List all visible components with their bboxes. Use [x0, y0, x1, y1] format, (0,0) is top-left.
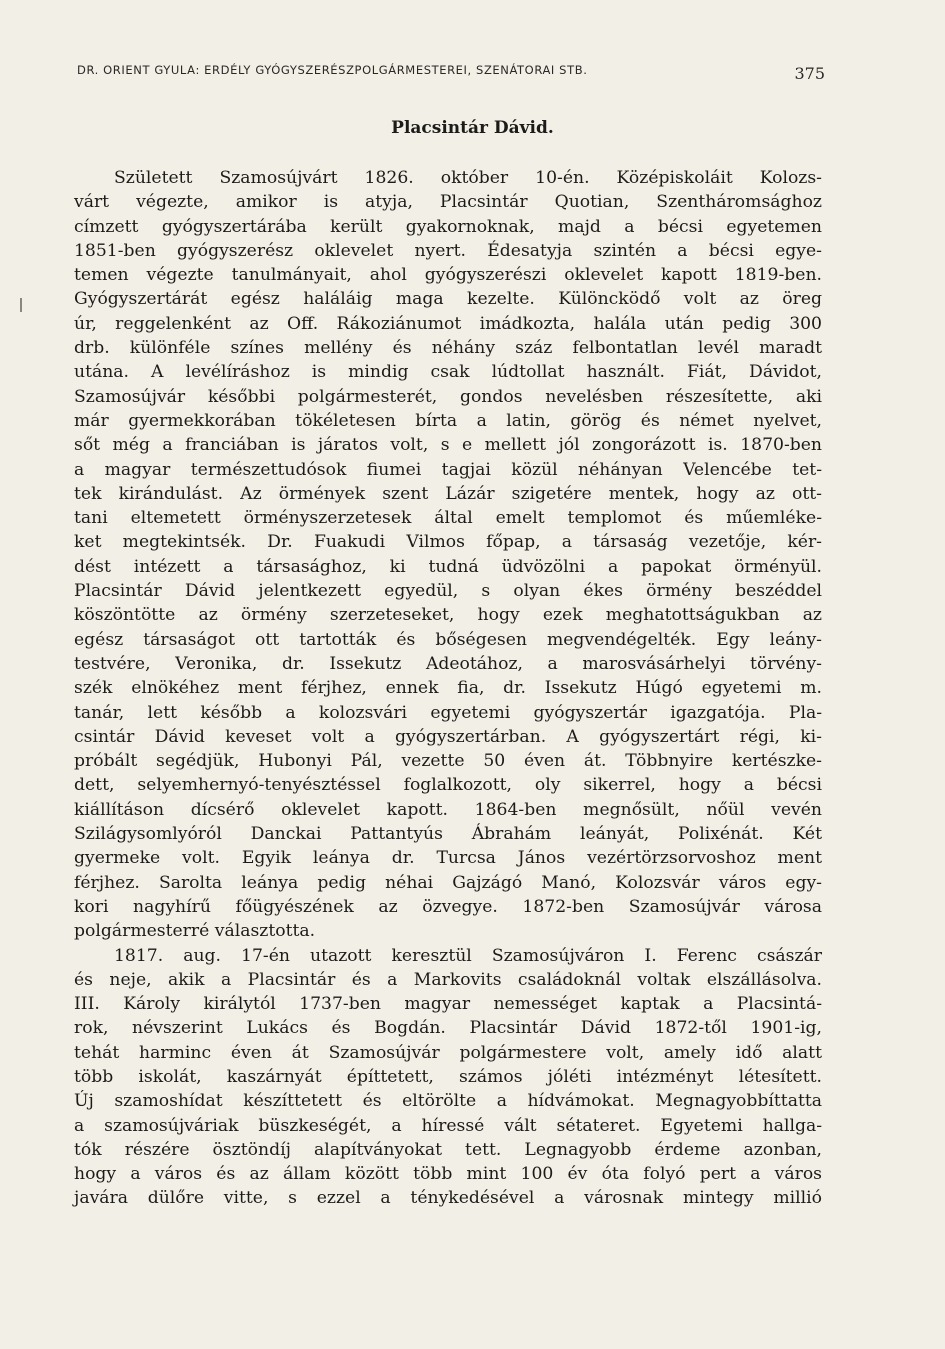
text-line: szék elnökéhez ment férjhez, ennek fia, dr. Issekutz Húgó egyetemi m. — [74, 678, 822, 699]
page-number: 375 — [794, 64, 825, 83]
text-line: 1851-ben gyógyszerész oklevelet nyert. Édesatyja szintén a bécsi egye- — [74, 240, 822, 261]
text-line: Gyógyszertárát egész haláláig maga kezelte. Különcködő volt az öreg — [74, 289, 822, 310]
text-line: temen végezte tanulmányait, ahol gyógyszerészi oklevelet kapott 1819-ben. — [74, 265, 822, 286]
text-line: kori nagyhírű főügyészének az özvegye. 1872-ben Szamosújvár városa — [74, 896, 822, 917]
text-line: 1817. aug. 17-én utazott keresztül Szamosújváron I. Ferenc császár — [114, 945, 822, 966]
text-line: rok, névszerint Lukács és Bogdán. Placsintár Dávid 1872-től 1901-ig, — [74, 1018, 822, 1039]
text-line: több iskolát, kaszárnyát építtetett, számos jóléti intézményt létesített. — [74, 1066, 822, 1087]
text-line: Új szamoshídat készíttetett és eltörölte a hídvámokat. Megnagyobbíttatta — [74, 1091, 822, 1112]
text-line: hogy a város és az állam között több mint 100 év óta folyó pert a város — [74, 1164, 822, 1185]
text-line: ket megtekintsék. Dr. Fuakudi Vilmos főpap, a társaság vezetője, kér- — [74, 532, 822, 553]
text-line: címzett gyógyszertárába került gyakornoknak, majd a bécsi egyetemen — [74, 216, 822, 237]
text-line: III. Károly királytól 1737-ben magyar nemességet kaptak a Placsintá- — [74, 994, 822, 1015]
text-line: Szilágysomlyóról Danckai Pattantyús Ábrahám leányát, Polixénát. Két — [74, 824, 822, 845]
text-line: köszöntötte az örmény szerzeteseket, hogy ezek meghatottságukban az — [74, 605, 822, 626]
text-line: várt végezte, amikor is atyja, Placsintár Quotian, Szentháromsághoz — [74, 192, 822, 213]
text-line: Szamosújvár későbbi polgármesterét, gondos nevelésben részesítette, aki — [74, 386, 822, 407]
text-line: dést intézett a társasághoz, ki tudná üdvözölni a papokat örményül. — [74, 556, 822, 577]
text-line: csintár Dávid keveset volt a gyógyszertárban. A gyógyszertárt régi, ki- — [74, 726, 822, 747]
text-line: tanár, lett később a kolozsvári egyetemi gyógyszertár igazgatója. Pla- — [74, 702, 822, 723]
text-line: utána. A levélíráshoz is mindig csak lúdtollat használt. Fiát, Dávidot, — [74, 362, 822, 383]
article-title: Placsintár Dávid. — [391, 118, 554, 138]
text-line: és neje, akik a Placsintár és a Markovits családoknál voltak elszállásolva. — [74, 969, 822, 990]
text-line: gyermeke volt. Egyik leánya dr. Turcsa János vezértörzsorvoshoz ment — [74, 848, 822, 869]
text-line: sőt még a franciában is járatos volt, s e mellett jól zongorázott is. 1870-ben — [74, 435, 822, 456]
text-line: tehát harminc éven át Szamosújvár polgármestere volt, amely idő alatt — [74, 1042, 822, 1063]
text-line: polgármesterré választotta. — [74, 921, 316, 942]
text-line: a magyar természettudósok fiumei tagjai közül néhányan Velencébe tet- — [74, 459, 822, 480]
text-line: férjhez. Sarolta leánya pedig néhai Gajzágó Manó, Kolozsvár város egy- — [74, 872, 822, 893]
text-line: Született Szamosújvárt 1826. október 10-én. Középiskoláit Kolozs- — [114, 168, 822, 188]
text-line: tani eltemetett örményszerzetesek által emelt templomot és műemléke- — [74, 508, 822, 529]
running-title: DR. ORIENT GYULA: ERDÉLY GYÓGYSZERÉSZPOLGÁRMESTEREI, SZENÁTORAI STB. — [77, 63, 588, 77]
article-body — [74, 166, 822, 1211]
text-line: próbált segédjük, Hubonyi Pál, vezette 50 éven át. Többnyire kertészke- — [74, 751, 822, 772]
text-line: úr, reggelenként az Off. Rákoziánumot imádkozta, halála után pedig 300 — [74, 313, 822, 334]
text-line: Placsintár Dávid jelentkezett egyedül, s olyan ékes örmény beszéddel — [74, 581, 822, 602]
text-line: egész társaságot ott tartották és bőségesen megvendégelték. Egy leány- — [74, 629, 822, 650]
text-line: dett, selyemhernyó-tenyésztéssel foglalkozott, oly sikerrel, hogy a bécsi — [74, 775, 822, 796]
text-line: javára dülőre vitte, s ezzel a ténykedésével a városnak mintegy millió — [74, 1188, 822, 1209]
text-line: a szamosújváriak büszkeségét, a híressé vált sétateret. Egyetemi hallga- — [74, 1115, 822, 1136]
text-line: már gyermekkorában tökéletesen bírta a latin, görög és német nyelvet, — [74, 410, 822, 431]
running-header — [77, 63, 839, 83]
page-edge-mark — [20, 298, 22, 312]
text-line: tók részére ösztöndíj alapítványokat tett. Legnagyobb érdeme azonban, — [74, 1139, 822, 1160]
text-line: tek kirándulást. Az örmények szent Lázár szigetére mentek, hogy az ott- — [74, 483, 822, 504]
text-line: kiállításon dícsérő oklevelet kapott. 1864-ben megnősült, nőül vevén — [74, 799, 822, 820]
text-line: testvére, Veronika, dr. Issekutz Adeotához, a marosvásárhelyi törvény- — [74, 653, 822, 674]
text-line: drb. különféle színes mellény és néhány száz felbontatlan levél maradt — [74, 338, 822, 359]
